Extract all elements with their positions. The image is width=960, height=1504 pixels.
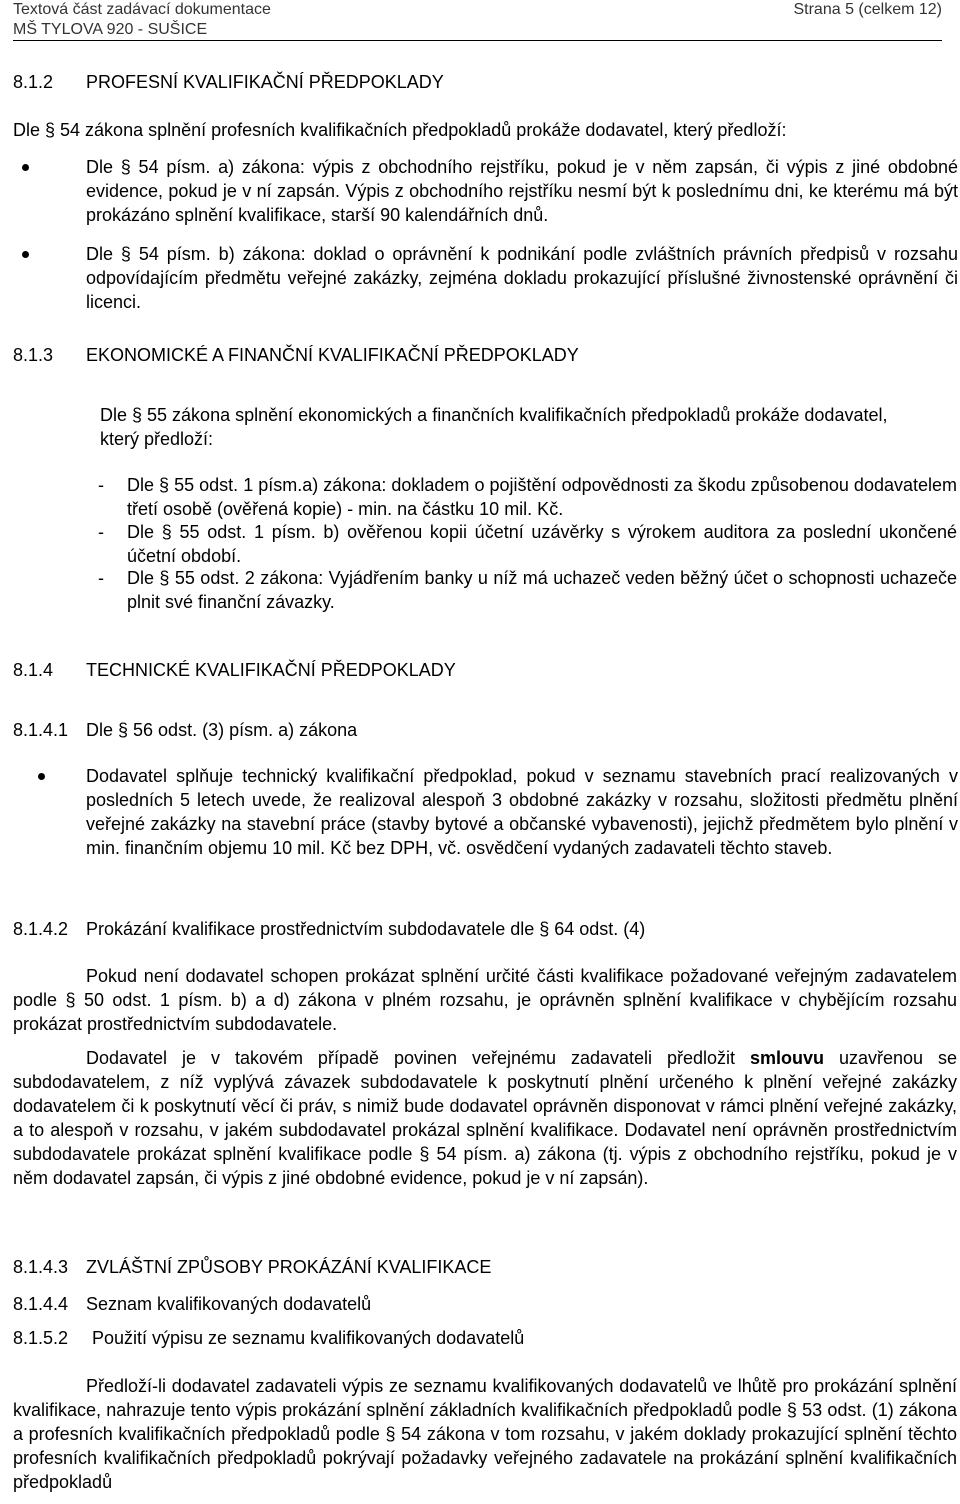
section-heading: Prokázání kvalifikace prostřednictvím subdodavatele dle § 64 odst. (4) xyxy=(86,919,646,939)
dash-marker: - xyxy=(98,475,104,495)
page-header xyxy=(13,0,942,41)
emphasis-text: smlouvu xyxy=(749,1048,824,1068)
paragraph-text: Dodavatel je v takovém případě povinen veřejnému zadavateli předložit xyxy=(86,1048,750,1068)
doc-title: Textová část zadávací dokumentace xyxy=(13,1,271,18)
bullet-icon xyxy=(22,164,29,171)
paragraph: Dle § 55 zákona splnění ekonomických a finančních kvalifikačních předpokladů prokáže dodavatel, který předloží: xyxy=(100,405,888,449)
bullet-icon xyxy=(38,773,45,780)
list-item: Dle § 54 písm. b) zákona: doklad o oprávnění k podnikání podle zvláštních právních předpisů v rozsahu odpovídajícím předmětu veřejné zakázky, zejména dokladu prokazující příslušné živnostenské oprávnění či licenci. xyxy=(86,244,958,312)
paragraph-text: uzavřenou se subdodavatelem, z níž vyplývá závazek subdodavatele k poskytnutí plnění určeného k plnění veřejné zakázky dodavatelem či k poskytnutí věcí či práv, s nimiž bude dodavatel oprávněn disponovat v rámci plnění veřejné zakázky, a to alespoň v rozsahu, v jakém subdodavatel prokázal splnění kvalifikace. Dodavatel není oprávněn prostřednictvím subdodavatele prokázat splnění kvalifikace podle § 54 písm. a) zákona (tj. výpis z obchodního rejstříku, pokud je v něm dodavatel zapsán, či výpis z jiné obdobné evidence, pokud je v ní zapsán). xyxy=(13,1048,957,1188)
section-number: 8.1.3 xyxy=(13,345,54,365)
section-heading: Použití výpisu ze seznamu kvalifikovaných dodavatelů xyxy=(92,1328,525,1348)
section-heading: TECHNICKÉ KVALIFIKAČNÍ PŘEDPOKLADY xyxy=(86,660,456,680)
paragraph xyxy=(13,1046,957,1190)
list-item: Dle § 55 odst. 2 zákona: Vyjádřením banky u níž má uchazeč veden běžný účet o schopnosti uchazeče plnit své finanční závazky. xyxy=(127,568,957,612)
header-left xyxy=(13,0,271,40)
section-number: 8.1.4.3 xyxy=(13,1257,69,1277)
section-number: 8.1.4.4 xyxy=(13,1294,69,1314)
list-item: Dodavatel splňuje technický kvalifikační předpoklad, pokud v seznamu stavebních prací realizovaných v posledních 5 letech uvede, že realizoval alespoň 3 obdobné zakázky v rozsahu, složitosti předmětu plnění veřejné zakázky na stavební práce (stavby bytové a občanské vybavenosti), jejichž předmětem bylo plnění v min. finančním objemu 10 mil. Kč bez DPH, vč. osvědčení vydaných zadavateli těchto staveb. xyxy=(86,766,958,858)
section-number: 8.1.4 xyxy=(13,660,54,680)
section-number: 8.1.4.1 xyxy=(13,720,69,740)
page-number: Strana 5 (celkem 12) xyxy=(793,1,942,18)
dash-marker: - xyxy=(98,568,104,588)
section-number: 8.1.5.2 xyxy=(13,1328,69,1348)
section-heading: PROFESNÍ KVALIFIKAČNÍ PŘEDPOKLADY xyxy=(86,72,444,92)
section-number: 8.1.2 xyxy=(13,72,54,92)
paragraph: Dle § 54 zákona splnění profesních kvalifikačních předpokladů prokáže dodavatel, který předloží: xyxy=(13,120,787,140)
list-item: Dle § 55 odst. 1 písm. b) ověřenou kopii účetní uzávěrky s výrokem auditora za poslední ukončené účetní období. xyxy=(127,522,957,566)
list-item: Dle § 54 písm. a) zákona: výpis z obchodního rejstříku, pokud je v něm zapsán, či výpis z jiné obdobné evidence, pokud je v ní zapsán. Výpis z obchodního rejstříku nesmí být k poslednímu dni, ke kterému má být prokázáno splnění kvalifikace, starší 90 kalendářních dnů. xyxy=(86,157,958,225)
list-item: Dle § 55 odst. 1 písm.a) zákona: dokladem o pojištění odpovědnosti za škodu způsobenou dodavatelem třetí osobě (ověřená kopie) - min. na částku 10 mil. Kč. xyxy=(127,475,957,519)
bullet-icon xyxy=(22,251,29,258)
dash-marker: - xyxy=(98,522,104,542)
section-number: 8.1.4.2 xyxy=(13,919,69,939)
paragraph: Pokud není dodavatel schopen prokázat splnění určité části kvalifikace požadované veřejným zadavatelem podle § 50 odst. 1 písm. b) a d) zákona v plném rozsahu, je oprávněn splnění kvalifikace v chybějícím rozsahu prokázat prostřednictvím subdodavatele. xyxy=(13,966,957,1034)
section-heading: Dle § 56 odst. (3) písm. a) zákona xyxy=(86,720,358,740)
section-heading: EKONOMICKÉ A FINANČNÍ KVALIFIKAČNÍ PŘEDPOKLADY xyxy=(86,345,579,365)
paragraph: Předloží-li dodavatel zadavateli výpis ze seznamu kvalifikovaných dodavatelů ve lhůtě pro prokázání splnění kvalifikace, nahrazuje tento výpis prokázání splnění základních kvalifikačních předpokladů podle § 53 odst. (1) zákona a profesních kvalifikačních předpokladů podle § 54 zákona v tom rozsahu, v jakém doklady prokazující splnění těchto profesních kvalifikačních předpokladů pokrývají požadavky veřejného zadavatele na prokázání splnění kvalifikačních předpokladů xyxy=(13,1376,957,1492)
section-heading: Seznam kvalifikovaných dodavatelů xyxy=(86,1294,372,1314)
section-heading: ZVLÁŠTNÍ ZPŮSOBY PROKÁZÁNÍ KVALIFIKACE xyxy=(86,1257,492,1277)
school-name: MŠ TYLOVA 920 - SUŠICE xyxy=(13,21,208,38)
